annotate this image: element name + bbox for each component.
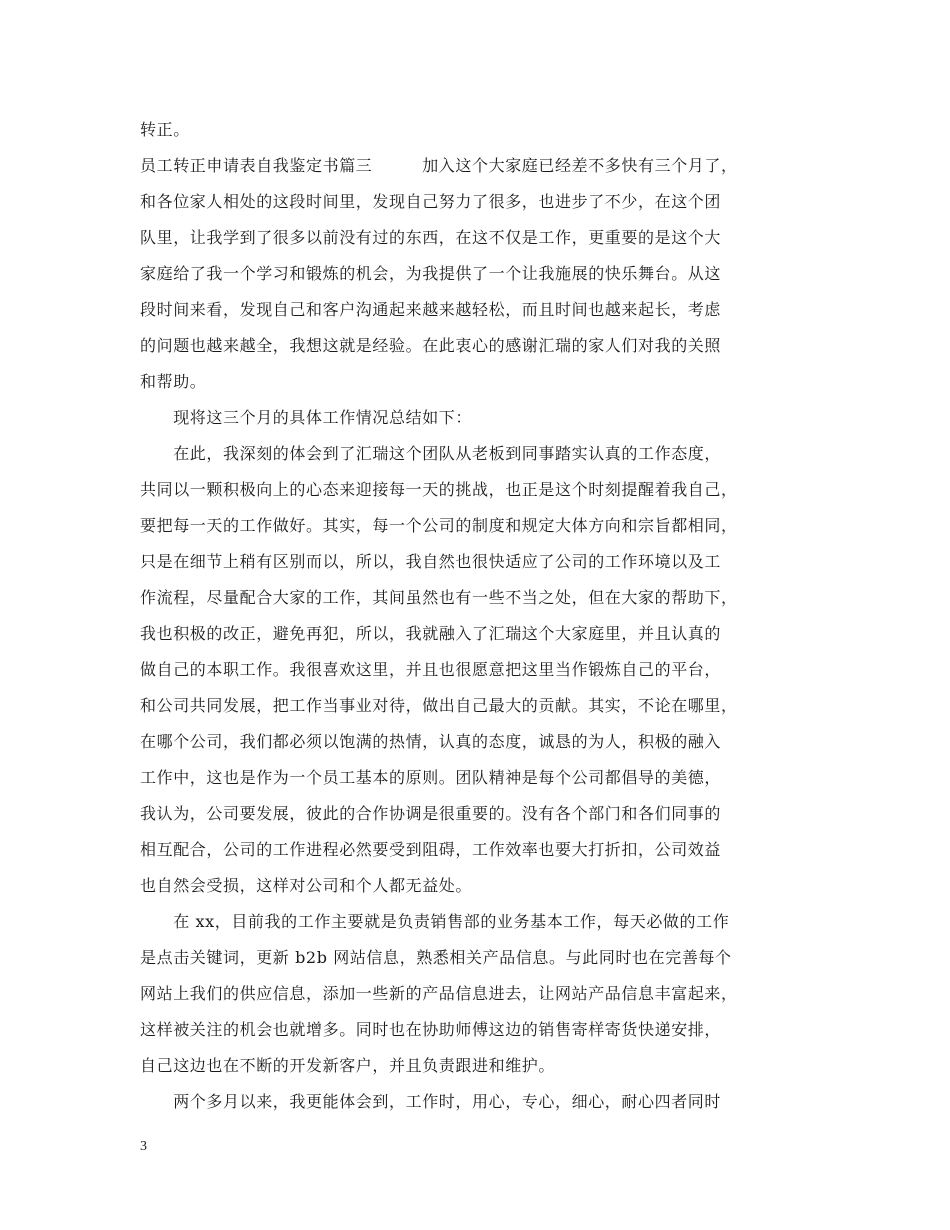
text-line: 在此，我深刻的体会到了汇瑞这个团队从老板到同事踏实认真的工作态度， bbox=[140, 444, 722, 463]
text-line: 和公司共同发展，把工作当事业对待，做出自己最大的贡献。其实，不论在哪里， bbox=[140, 696, 738, 715]
text-line: 相互配合，公司的工作进程必然要受到阻碍，工作效率也要大打折扣，公司效益 bbox=[140, 840, 722, 859]
text-line: 两个多月以来，我更能体会到，工作时，用心，专心，细心，耐心四者同时 bbox=[140, 1092, 722, 1111]
text-line: 和帮助。 bbox=[140, 372, 207, 391]
text-line: 和各位家人相处的这段时间里，发现自己努力了很多，也进步了不少，在这个团 bbox=[140, 192, 722, 211]
text-line: 共同以一颗积极向上的心态来迎接每一天的挑战，也正是这个时刻提醒着我自己， bbox=[140, 480, 738, 499]
text-line: 我认为，公司要发展，彼此的合作协调是很重要的。没有各个部门和各们同事的 bbox=[140, 804, 722, 823]
text-line: 网站上我们的供应信息，添加一些新的产品信息进去，让网站产品信息丰富起来， bbox=[140, 984, 738, 1003]
text-line: 作流程，尽量配合大家的工作，其间虽然也有一些不当之处，但在大家的帮助下， bbox=[140, 588, 738, 607]
text-line: 工作中，这也是作为一个员工基本的原则。团队精神是每个公司都倡导的美德， bbox=[140, 768, 722, 787]
text-line: 做自己的本职工作。我很喜欢这里，并且也很愿意把这里当作锻炼自己的平台， bbox=[140, 660, 722, 679]
text-line: 段时间来看，发现自己和客户沟通起来越来越轻松，而且时间也越来起长，考虑 bbox=[140, 300, 722, 319]
text-line: 的问题也越来越全，我想这就是经验。在此衷心的感谢汇瑞的家人们对我的关照 bbox=[140, 336, 722, 355]
text-line: 队里，让我学到了很多以前没有过的东西，在这不仅是工作，更重要的是这个大 bbox=[140, 228, 722, 247]
text-line: 自己这边也在不断的开发新客户，并且负责跟进和维护。 bbox=[140, 1056, 556, 1075]
text-line: 是点击关键词，更新 b2b 网站信息，熟悉相关产品信息。与此同时也在完善每个 bbox=[140, 948, 732, 967]
page-number: 3 bbox=[140, 1139, 147, 1154]
text-line: 家庭给了我一个学习和锻炼的机会，为我提供了一个让我施展的快乐舞台。从这 bbox=[140, 264, 722, 283]
text-line: 员工转正申请表自我鉴定书篇三 加入这个大家庭已经差不多快有三个月了， bbox=[140, 156, 738, 175]
text-line: 在 xx，目前我的工作主要就是负责销售部的业务基本工作，每天必做的工作 bbox=[140, 912, 730, 931]
text-line: 在哪个公司，我们都必须以饱满的热情，认真的态度，诚恳的为人，积极的融入 bbox=[140, 732, 722, 751]
text-line: 这样被关注的机会也就增多。同时也在协助师傅这边的销售寄样寄货快递安排， bbox=[140, 1020, 722, 1039]
text-line: 要把每一天的工作做好。其实，每一个公司的制度和规定大体方向和宗旨都相同， bbox=[140, 516, 738, 535]
text-line: 只是在细节上稍有区别而以，所以，我自然也很快适应了公司的工作环境以及工 bbox=[140, 552, 722, 571]
text-line: 也自然会受损，这样对公司和个人都无益处。 bbox=[140, 876, 473, 895]
text-line: 转正。 bbox=[140, 120, 190, 139]
text-line: 我也积极的改正，避免再犯，所以，我就融入了汇瑞这个大家庭里，并且认真的 bbox=[140, 624, 722, 643]
text-line: 现将这三个月的具体工作情况总结如下： bbox=[140, 408, 473, 427]
